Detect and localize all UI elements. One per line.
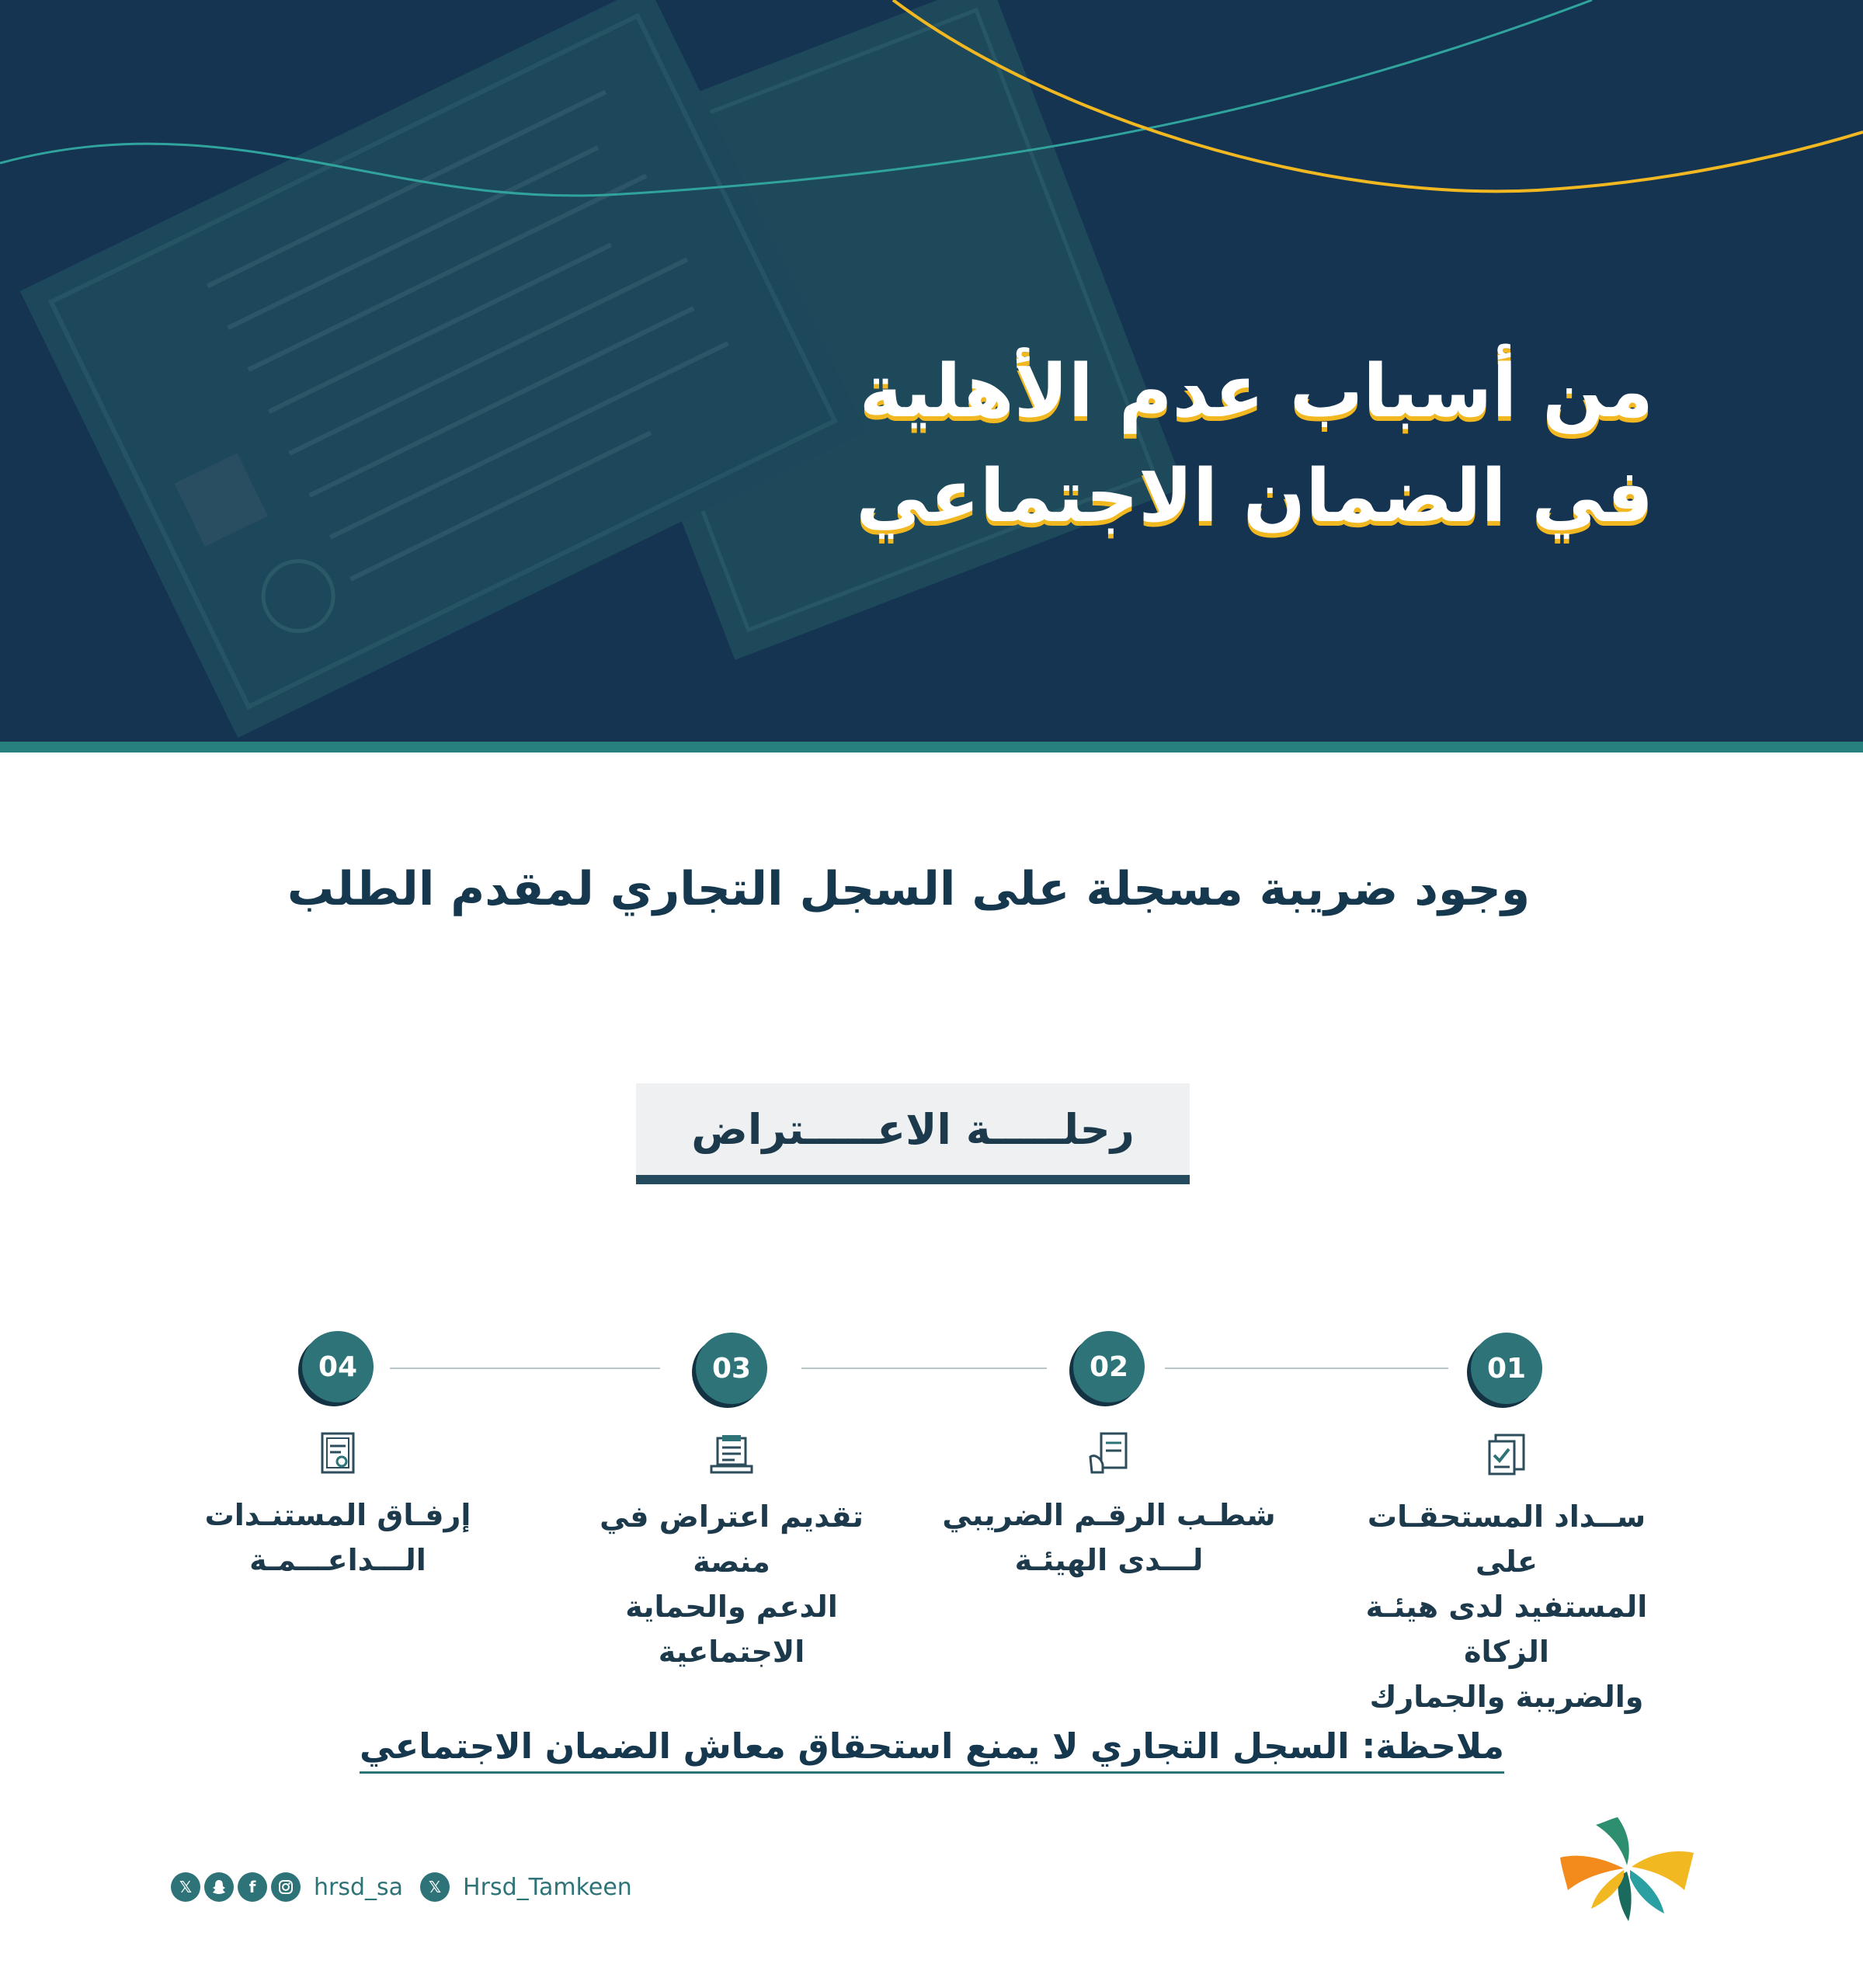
instagram-glyph [277, 1879, 294, 1896]
step-label [1336, 1494, 1677, 1719]
step-number-badge [696, 1333, 767, 1404]
step-label-line: ســداد المستحقـات على [1367, 1500, 1646, 1579]
note-text: ملاحظة: السجل التجاري لا يمنع استحقاق معاش الضمان الاجتماعي [360, 1726, 1504, 1774]
journey-title-box [636, 1083, 1190, 1184]
step-01 [1336, 1333, 1677, 1719]
snapchat-icon[interactable] [204, 1872, 234, 1902]
x-icon[interactable]: 𝕏 [420, 1872, 450, 1902]
step-label-line: لـــدى الهيئـة [1014, 1543, 1204, 1577]
journey-title: رحلـــــة الاعـــــتراض [691, 1104, 1135, 1154]
step-label [938, 1493, 1280, 1583]
step-label-line: الـــداعـــمـة [249, 1543, 426, 1577]
step-label-line: المستفيد لدى هيئـة الزكاة [1365, 1590, 1648, 1669]
step-number-badge [1073, 1331, 1145, 1402]
handle-main[interactable]: hrsd_sa [314, 1873, 404, 1901]
step-label-line: شطـب الرقـم الضريبي [942, 1498, 1276, 1532]
step-04 [167, 1331, 509, 1583]
footer-social-bar [171, 1870, 649, 1904]
x-icon[interactable]: 𝕏 [171, 1872, 200, 1902]
step-number: 02 [1089, 1350, 1129, 1383]
receipt-check-icon [1485, 1432, 1528, 1477]
hero-title-line-1: من أسباب عدم الأهلية [859, 349, 1653, 434]
note-block [311, 1726, 1553, 1774]
step-03 [561, 1333, 902, 1674]
hero-banner [0, 0, 1863, 742]
step-number-badge [1471, 1333, 1542, 1404]
step-number: 01 [1486, 1352, 1527, 1385]
step-number-badge [302, 1331, 374, 1402]
step-label [561, 1494, 902, 1674]
objection-journey-steps [0, 1320, 1863, 1714]
instagram-icon[interactable] [271, 1872, 301, 1902]
facebook-icon[interactable]: f [238, 1872, 267, 1902]
hero-divider-bar [0, 742, 1863, 752]
step-number: 03 [711, 1352, 752, 1385]
document-attach-icon [316, 1430, 360, 1475]
step-label-line: والضريبة والجمارك [1369, 1680, 1644, 1714]
step-label [167, 1493, 509, 1583]
step-label-line: إرفـاق المستنـدات [204, 1498, 471, 1532]
hero-title-line-2: في الضمان الاجتماعي [856, 454, 1653, 539]
main-reason-heading: وجود ضريبة مسجلة على السجل التجاري لمقدم الطلب [287, 862, 1531, 916]
step-number: 04 [318, 1350, 358, 1383]
handle-secondary[interactable]: Hrsd_Tamkeen [463, 1873, 632, 1901]
snapchat-glyph [210, 1879, 228, 1896]
step-label-line: تقديم اعتراض في منصة [600, 1500, 864, 1579]
hrsd-logo [1557, 1809, 1697, 1926]
laptop-form-icon [710, 1432, 753, 1477]
step-02 [938, 1331, 1280, 1583]
step-label-line: الدعم والحماية الاجتماعية [625, 1590, 838, 1669]
hand-document-icon [1087, 1430, 1131, 1475]
